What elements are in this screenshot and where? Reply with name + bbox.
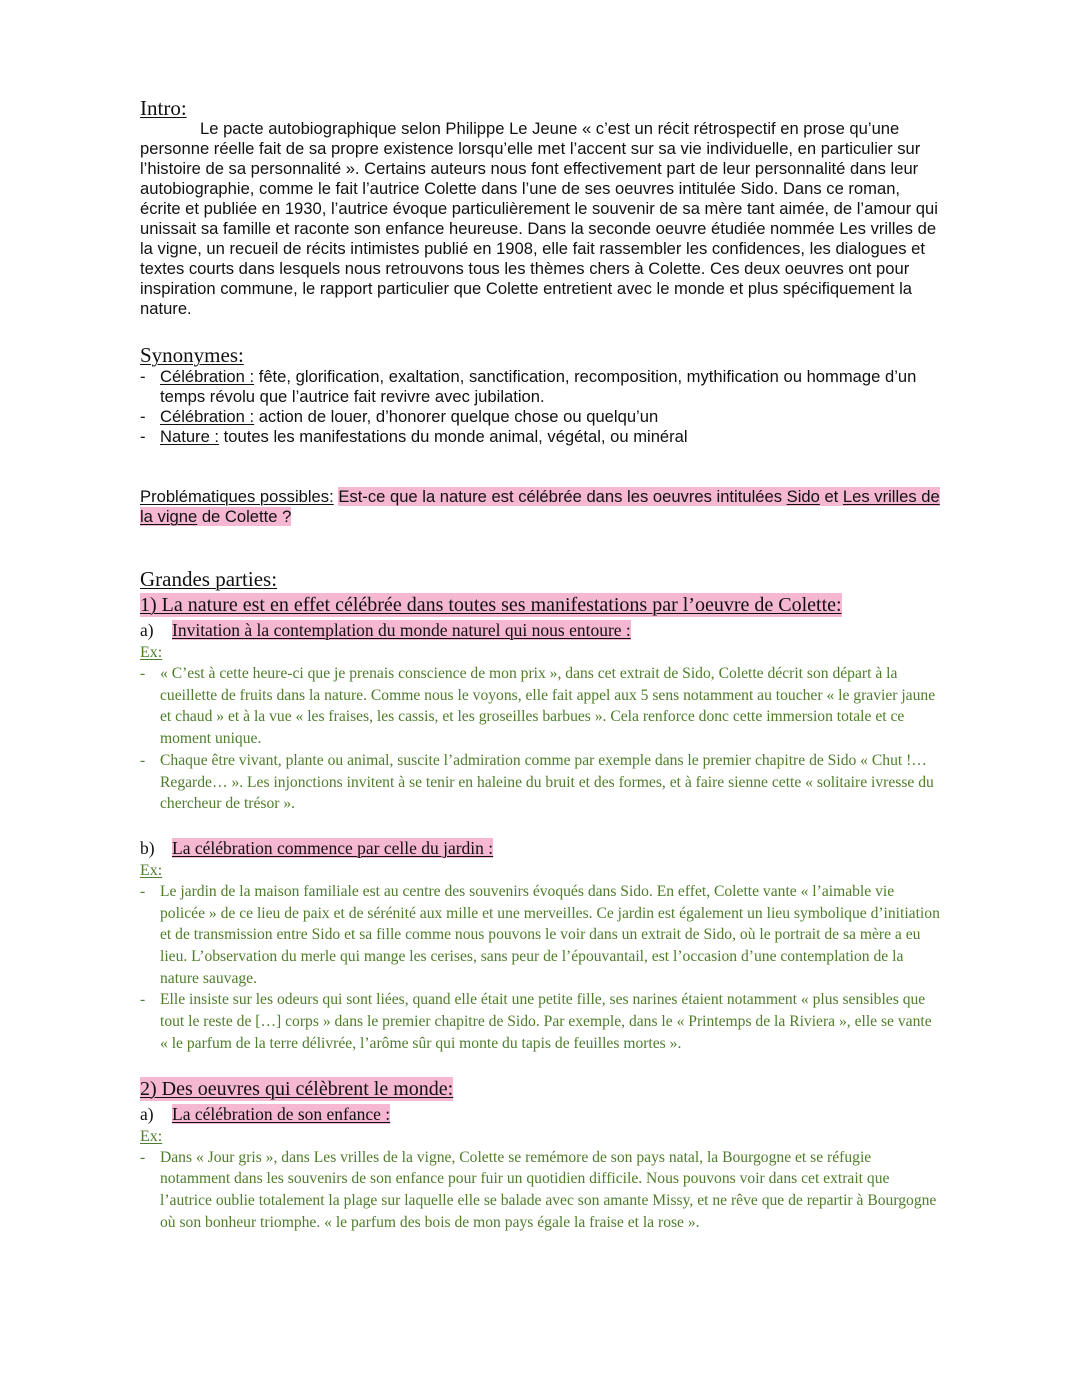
part1-b-ex-label: Ex: — [140, 861, 163, 879]
example-item: - Chaque être vivant, plante ou animal, suscite l’admiration comme par exemple dans le premier chapitre de Sido « Chut !… Regarde… ». Les injonctions invitent à se tenir en haleine du bruit et des formes, et à faire sienne cette « solitaire ivresse du chercheur de trésor ». — [140, 750, 940, 815]
grandes-parties-heading: Grandes parties: — [140, 567, 278, 591]
intro-paragraph: Le pacte autobiographique selon Philippe Le Jeune « c’est un récit rétrospectif en prose qu’une personne réelle fait de sa propre existence lorsqu’elle met l’accent sur sa vie individuelle, en particulier sur l’histoire de sa personnalité ». Certains auteurs nous font effectivement part de leur personnalité dans leur autobiographie, comme le fait l’autrice Colette dans l’une de ses oeuvres intitulée Sido. Dans ce roman, écrite et publiée en 1930, l’autrice évoque particulièrement le souvenir de sa mère tant aimée, de l’amour qui unissait sa famille et raconte son enfance heureuse. Dans la seconde oeuvre étudiée nommée Les vrilles de la vigne, un recueil de récits intimistes publié en 1908, elle fait rassembler les confidences, les dialogues et textes courts dans lesquels nous retrouvons tous les thèmes chers à Colette. Ces deux oeuvres ont pour inspiration commune, le rapport particulier que Colette entretient avec le monde et plus spécifiquement la nature. — [140, 119, 938, 318]
part1-a-examples — [140, 663, 940, 815]
synonym-definition: action de louer, d’honorer quelque chose ou quelqu’un — [254, 407, 659, 426]
part1-a-ex-label: Ex: — [140, 644, 163, 661]
synonym-term: Célébration : — [160, 367, 255, 386]
question-text: et — [819, 487, 843, 506]
subsection-letter: a) — [140, 620, 154, 640]
part1-b-title: La célébration commence par celle du jardin : — [172, 837, 494, 858]
example-item: - Dans « Jour gris », dans Les vrilles de la vigne, Colette se remémore de son pays natal, la Bourgogne et se réfugie notamment dans les souvenirs de son enfance pour fuir un quotidien difficile. Nous pouvons voir dans cet extrait que l’autrice oublie totalement la plage sur laquelle elle se balade avec son amante Missy, et ne rêve que de repartir à Bourgogne où son bonheur triomphe. « le parfum des bois de mon pays égale la fraise et la rose ». — [140, 1147, 940, 1234]
subsection-letter: a) — [140, 1103, 154, 1124]
part2-a-ex-label: Ex: — [140, 1127, 163, 1145]
part1-b-examples — [140, 881, 940, 1055]
document-page — [140, 96, 940, 1233]
problematique-label: Problématiques possibles: — [140, 487, 334, 506]
synonymes-heading: Synonymes: — [140, 343, 244, 367]
synonym-item — [140, 367, 940, 407]
example-item: - Le jardin de la maison familiale est au centre des souvenirs évoqués dans Sido. En effet, Colette vante « l’aimable vie policée » de ce lieu de paix et de sérénité aux mille et une merveilles. Ce jardin est également un lieu symbolique d’initiation et de transmission entre Sido et sa fille comme nous pouvons le voir dans un extrait de Sido, où le portrait de sa mère a eu lieu. L’observation du merle qui mange les cerises, sans peur de l’épouvantail, est l’occasion d’une contemplation de la nature sauvage. — [140, 881, 940, 990]
work-title-vrilles: Les vrilles de la vigne — [140, 487, 940, 526]
part2-a-title-row — [140, 1103, 940, 1125]
part1-a-title-row — [140, 619, 940, 641]
synonymes-list — [140, 367, 940, 447]
part1-title: 1) La nature est en effet célébrée dans toutes ses manifestations par l’oeuvre de Colette: — [140, 594, 842, 616]
question-text: de Colette ? — [197, 507, 292, 526]
intro-heading: Intro: — [140, 96, 187, 120]
part2-a-title: La célébration de son enfance : — [172, 1103, 391, 1124]
part2-a-examples — [140, 1147, 940, 1234]
part1-a-title: Invitation à la contemplation du monde naturel qui nous entoure : — [172, 620, 631, 640]
part1-b-title-row — [140, 837, 940, 859]
part2-title: 2) Des oeuvres qui célèbrent le monde: — [140, 1077, 454, 1100]
synonym-term: Nature : — [160, 427, 220, 446]
synonym-item — [140, 407, 940, 427]
example-item: - « C’est à cette heure-ci que je prenais conscience de mon prix », dans cet extrait de Sido, Colette décrit son départ à la cueillette de fruits dans la nature. Comme nous le voyons, elle fait appel aux 5 sens notamment au toucher « le gravier jaune et chaud » et à la vue « les fraises, les cassis, et les groseilles barbues ». Cela renforce donc cette immersion totale et ce moment unique. — [140, 663, 940, 750]
synonym-term: Célébration : — [160, 407, 255, 426]
question-text: Est-ce que la nature est célébrée dans les oeuvres intitulées — [338, 487, 787, 506]
example-item: - Elle insiste sur les odeurs qui sont liées, quand elle était une petite fille, ses narines étaient notamment « plus sensibles que tout le reste de […] corps » dans le premier chapitre de Sido. Par exemple, dans le « Printemps de la Riviera », elle se vante « le parfum de la terre délivrée, l’arôme sûr qui monte du tapis de feuilles mortes ». — [140, 989, 940, 1054]
synonym-item — [140, 427, 940, 447]
synonym-definition: fête, glorification, exaltation, sanctification, recomposition, mythification ou hommage d’un temps révolu que l’autrice fait revivre avec jubilation. — [160, 367, 917, 406]
synonym-definition: toutes les manifestations du monde animal, végétal, ou minéral — [219, 427, 688, 446]
subsection-letter: b) — [140, 837, 155, 858]
work-title-sido: Sido — [786, 487, 820, 506]
problematique — [140, 487, 940, 527]
